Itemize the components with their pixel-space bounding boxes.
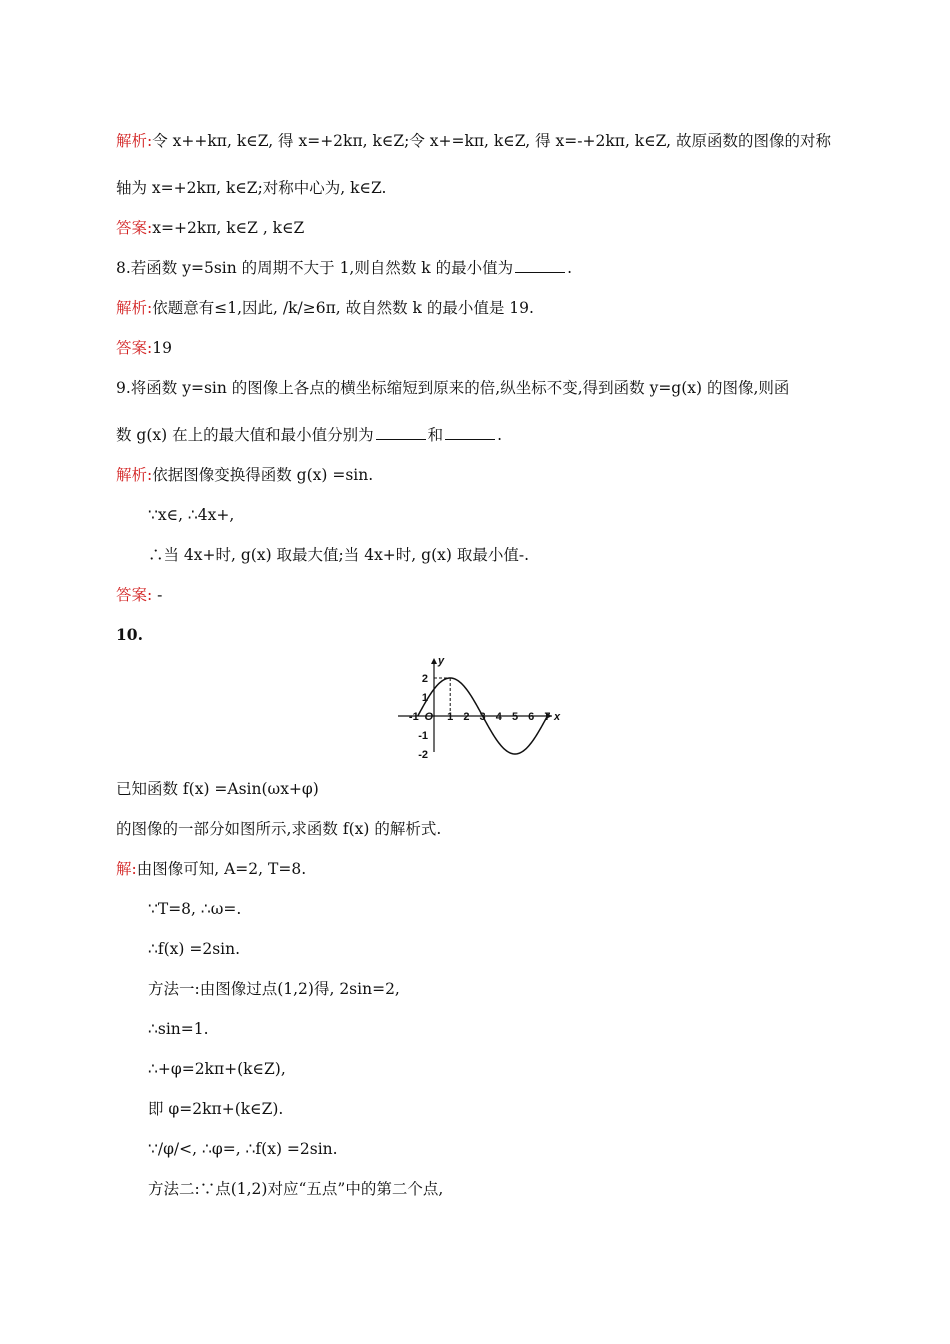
x-tick-label: 3 [479, 711, 486, 723]
text-line-l4 [116, 258, 572, 278]
line-text: 轴为 x=+2kπ, k∈Z;对称中心为, k∈Z. [116, 179, 387, 197]
text-line-l16 [116, 859, 306, 879]
line-text: 已知函数 f(x) =Asin(ωx+φ) [116, 780, 319, 798]
line-text: ∵T=8, ∴ω=. [148, 900, 242, 918]
line-text: 的图像的一部分如图所示,求函数 f(x) 的解析式. [116, 820, 442, 838]
text-line-l11 [148, 545, 529, 565]
line-label: 答案 [116, 586, 148, 604]
line-text: 方法一:由图像过点(1,2)得, 2sin=2, [148, 980, 400, 998]
line-text: 方法二:∵点(1,2)对应“五点”中的第二个点, [148, 1180, 444, 1198]
answer-blank[interactable] [515, 258, 565, 273]
line-tail: . [567, 259, 573, 277]
x-tick-label: 7 [544, 711, 551, 723]
line-text: ∴+φ=2kπ+(k∈Z), [148, 1060, 286, 1078]
text-line-l24 [148, 1179, 443, 1199]
text-line-l17 [148, 899, 241, 919]
x-tick-label: 6 [528, 711, 535, 723]
text-line-l18 [148, 939, 240, 959]
y-tick-label: 2 [421, 673, 428, 685]
origin-label: O [424, 711, 433, 723]
answer-blank-2[interactable] [445, 425, 495, 440]
text-line-l12 [116, 585, 162, 605]
text-line-l10 [148, 505, 234, 525]
y-axis-label: y [438, 655, 445, 667]
text-line-l6 [116, 338, 172, 358]
line-text: ∴f(x) =2sin. [148, 940, 241, 958]
blank-connector: 和 [427, 426, 444, 444]
text-line-l23 [148, 1139, 338, 1159]
x-tick-label: -1 [408, 711, 419, 723]
text-line-l15 [116, 819, 441, 839]
x-tick-label: 1 [447, 711, 454, 723]
line-text: ∵/φ/<, ∴φ=, ∴f(x) =2sin. [148, 1140, 338, 1158]
answer-blank-1[interactable] [376, 425, 426, 440]
line-text: :依题意有≤1,因此, /k/≥6π, 故自然数 k 的最小值是 19. [147, 299, 534, 317]
line-label: 答案 [116, 339, 148, 357]
line-label: 解析 [116, 466, 148, 484]
line-text: ∴sin=1. [148, 1020, 209, 1038]
text-line-l8 [116, 425, 502, 445]
line-tail: . [497, 426, 503, 444]
line-text: :由图像可知, A=2, T=8. [131, 860, 307, 878]
text-line-l19 [148, 979, 400, 999]
text-line-l21 [148, 1059, 286, 1079]
x-tick-label: 5 [511, 711, 519, 723]
line-text: : - [147, 586, 163, 604]
line-text: 即 φ=2kπ+(k∈Z). [148, 1100, 284, 1118]
x-tick-label: 4 [495, 711, 502, 723]
line-label: 解 [116, 860, 132, 878]
line-text: :依据图像变换得函数 g(x) =sin. [147, 466, 374, 484]
text-line-l20 [148, 1019, 209, 1039]
text-line-l2 [116, 178, 386, 198]
line-text: ∴当 4x+时, g(x) 取最大值;当 4x+时, g(x) 取最小值-. [148, 546, 529, 564]
text-line-l14 [116, 779, 319, 799]
text-line-l9 [116, 465, 373, 485]
x-tick-label: 2 [463, 711, 470, 723]
text-line-l22 [148, 1099, 283, 1119]
sine-graph [390, 654, 562, 761]
line-text: 9.将函数 y=sin 的图像上各点的横坐标缩短到原来的倍,纵坐标不变,得到函数 y=g(x) 的图像,则函 [116, 379, 790, 397]
line-label: 解析 [116, 299, 148, 317]
line-text: 数 g(x) 在上的最大值和最小值分别为 [116, 426, 374, 444]
line-text: :令 x++kπ, k∈Z, 得 x=+2kπ, k∈Z;令 x+=kπ, k∈Z, 得 x=-+2kπ, k∈Z, 故原函数的图像的对称 [147, 132, 832, 150]
text-line-l7 [116, 378, 789, 398]
y-axis-arrow [431, 658, 437, 664]
line-label: 答案 [116, 219, 148, 237]
line-text: ∵x∈, ∴4x+, [148, 506, 235, 524]
line-text: 10. [116, 625, 143, 644]
x-axis-label: x [554, 711, 561, 723]
text-line-l1 [116, 131, 831, 151]
y-tick-label: 1 [421, 692, 428, 704]
text-line-l3 [116, 218, 304, 238]
line-label: 解析 [116, 132, 148, 150]
line-text: 8.若函数 y=5sin 的周期不大于 1,则自然数 k 的最小值为 [116, 259, 514, 277]
text-line-l13 [116, 625, 143, 645]
line-text: :x=+2kπ, k∈Z , k∈Z [147, 219, 305, 237]
line-text: :19 [147, 339, 172, 357]
y-tick-label: -2 [418, 749, 428, 761]
y-tick-label: -1 [418, 730, 428, 742]
text-line-l5 [116, 298, 534, 318]
